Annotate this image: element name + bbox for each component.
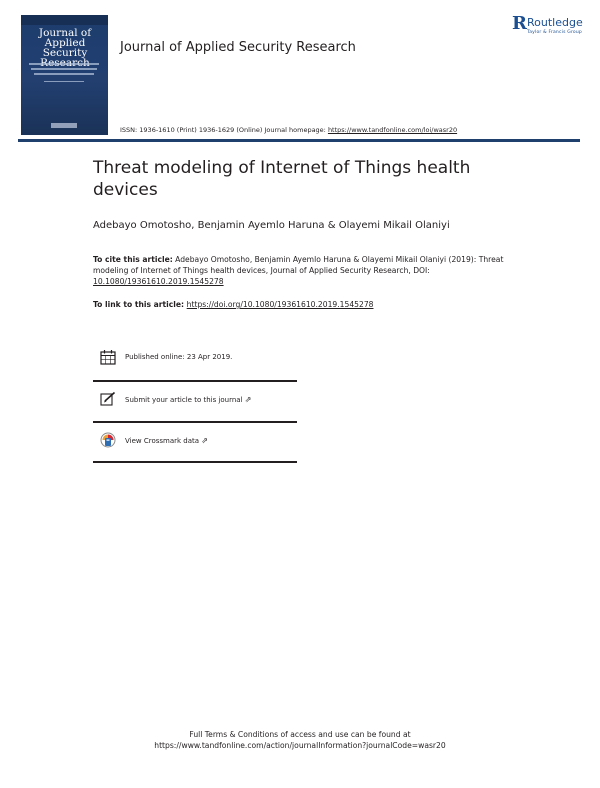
cover-decoration xyxy=(31,68,97,70)
edit-note-icon xyxy=(100,391,116,407)
external-link-icon: ⇗ xyxy=(201,436,208,445)
issn-line: ISSN: 1936-1610 (Print) 1936-1629 (Online) Journal homepage: https://www.tandfonline.com/loi/wasr20 xyxy=(120,126,458,134)
published-date: Published online: 23 Apr 2019. xyxy=(125,353,233,361)
calendar-icon xyxy=(100,349,116,365)
publisher-subtitle: Taylor & Francis Group xyxy=(527,30,582,35)
cover-decoration xyxy=(29,63,99,65)
citation-block xyxy=(93,254,533,287)
crossmark-icon xyxy=(100,432,116,448)
cover-top-bar xyxy=(21,15,108,25)
cite-text: Adebayo Omotosho, Benjamin Ayemlo Haruna & Olayemi Mikail Olaniyi (2019): Threat modeling of Internet of Things health devices, Journal of Applied Security Research, DOI: xyxy=(93,255,504,275)
header-divider xyxy=(18,139,580,142)
routledge-logo-icon: R xyxy=(512,13,527,34)
cover-decoration xyxy=(34,73,94,75)
article-title: Threat modeling of Internet of Things health devices xyxy=(93,158,471,200)
divider xyxy=(93,380,297,382)
external-link-icon: ⇗ xyxy=(244,395,252,404)
article-authors: Adebayo Omotosho, Benjamin Ayemlo Haruna & Olayemi Mikail Olaniyi xyxy=(93,220,450,231)
journal-name: Journal of Applied Security Research xyxy=(120,40,356,55)
submit-article-link[interactable]: Submit your article to this journal ⇗ xyxy=(125,395,252,404)
submit-row[interactable] xyxy=(100,385,297,415)
footer-terms xyxy=(0,729,600,751)
journal-cover-image xyxy=(21,15,108,135)
cover-publisher-logo xyxy=(51,123,77,128)
link-label: To link to this article: xyxy=(93,300,187,309)
published-row xyxy=(100,343,297,373)
publisher-name: Routledge xyxy=(527,16,583,29)
crossmark-link[interactable]: View Crossmark data ⇗ xyxy=(125,436,208,445)
cover-decoration xyxy=(44,81,84,82)
doi-link[interactable]: 10.1080/19361610.2019.1545278 xyxy=(93,277,224,286)
divider xyxy=(93,461,297,463)
footer-line: Full Terms & Conditions of access and use can be found at xyxy=(189,730,411,739)
cover-title: Journal of Applied Security xyxy=(38,27,92,59)
link-block xyxy=(93,300,373,309)
journal-homepage-link[interactable]: https://www.tandfonline.com/loi/wasr20 xyxy=(327,126,458,134)
crossmark-row[interactable] xyxy=(100,426,297,456)
article-link[interactable]: https://doi.org/10.1080/19361610.2019.1545278 xyxy=(186,300,374,309)
footer-terms-link[interactable]: https://www.tandfonline.com/action/journalInformation?journalCode=wasr20 xyxy=(154,741,446,750)
divider xyxy=(93,421,297,423)
cite-label: To cite this article: xyxy=(93,255,173,264)
